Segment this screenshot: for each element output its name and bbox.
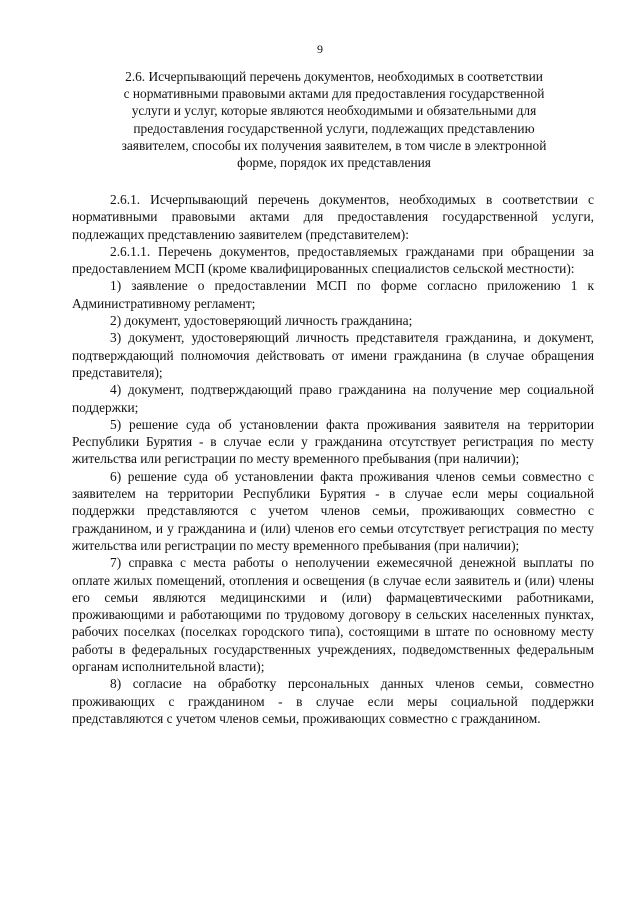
heading-line: услуги и услуг, которые являются необходимыми и обязательными для <box>131 103 537 119</box>
list-item-2: 2) документ, удостоверяющий личность гражданина; <box>110 313 413 329</box>
heading-line: предоставления государственной услуги, подлежащих представлению <box>133 120 535 136</box>
list-item-5: 5) решение суда об установлении факта проживания заявителя на территории Республики Бурятия - в случае если у гражданина отсутствует регистрация по месту жительства или регистрации по месту временного пребывания (при наличии); <box>72 416 594 467</box>
paragraph-2-6-1-1: 2.6.1.1. Перечень документов, предоставляемых гражданами при обращении за предоставлением МСП (кроме квалифицированных специалистов сельской местности): <box>72 243 594 277</box>
body-text <box>72 191 594 727</box>
page-number: 9 <box>317 42 323 56</box>
list-item-3: 3) документ, удостоверяющий личность представителя гражданина, и документ, подтверждающий полномочия действовать от имени гражданина (в случае обращения представителя); <box>72 330 594 380</box>
list-item-8: 8) согласие на обработку персональных данных членов семьи, совместно проживающих с гражданином - в случае если меры социальной поддержки представляются с учетом членов семьи, проживающих совместно с гражданином. <box>72 676 594 726</box>
list-item-1: 1) заявление о предоставлении МСП по форме согласно приложению 1 к Административному регламент; <box>72 278 594 311</box>
list-item-7: 7) справка с места работы о неполучении ежемесячной денежной выплаты по оплате жилых помещений, отопления и освещения (в случае если заявитель и (или) члены его семьи являются медицинскими и (или) фармацевтическими работниками, проживающими и работающими по трудовому договору в сельских населенных пунктах, рабочих поселках (поселках городского типа), состоящими в штате по основному месту работы в федеральных государственных учреждениях, подведомственных федеральным органам исполнительной власти); <box>72 555 594 675</box>
heading-line: форме, порядок их представления <box>237 155 431 171</box>
section-heading <box>92 68 576 171</box>
heading-line: 2.6. Исчерпывающий перечень документов, необходимых в соответствии <box>125 69 543 84</box>
heading-line: заявителем, способы их получения заявителем, в том числе в электронной <box>121 137 547 153</box>
list-item-4: 4) документ, подтверждающий право гражданина на получение мер социальной поддержки; <box>72 382 594 415</box>
heading-line: с нормативными правовыми актами для предоставления государственной <box>123 86 545 102</box>
paragraph-2-6-1: 2.6.1. Исчерпывающий перечень документов, необходимых в соответствии с нормативными правовыми актами для предоставления государственной услуги, подлежащих представлению заявителем (представителем): <box>72 192 594 242</box>
list-item-6: 6) решение суда об установлении факта проживания членов семьи совместно с заявителем на территории Республики Бурятия - в случае если меры социальной поддержки представляются с учетом членов семьи, проживающих совместно с гражданином, и у гражданина и (или) членов его семьи отсутствует регистрация по месту жительства или регистрации по месту временного пребывания (при наличии); <box>72 468 594 553</box>
